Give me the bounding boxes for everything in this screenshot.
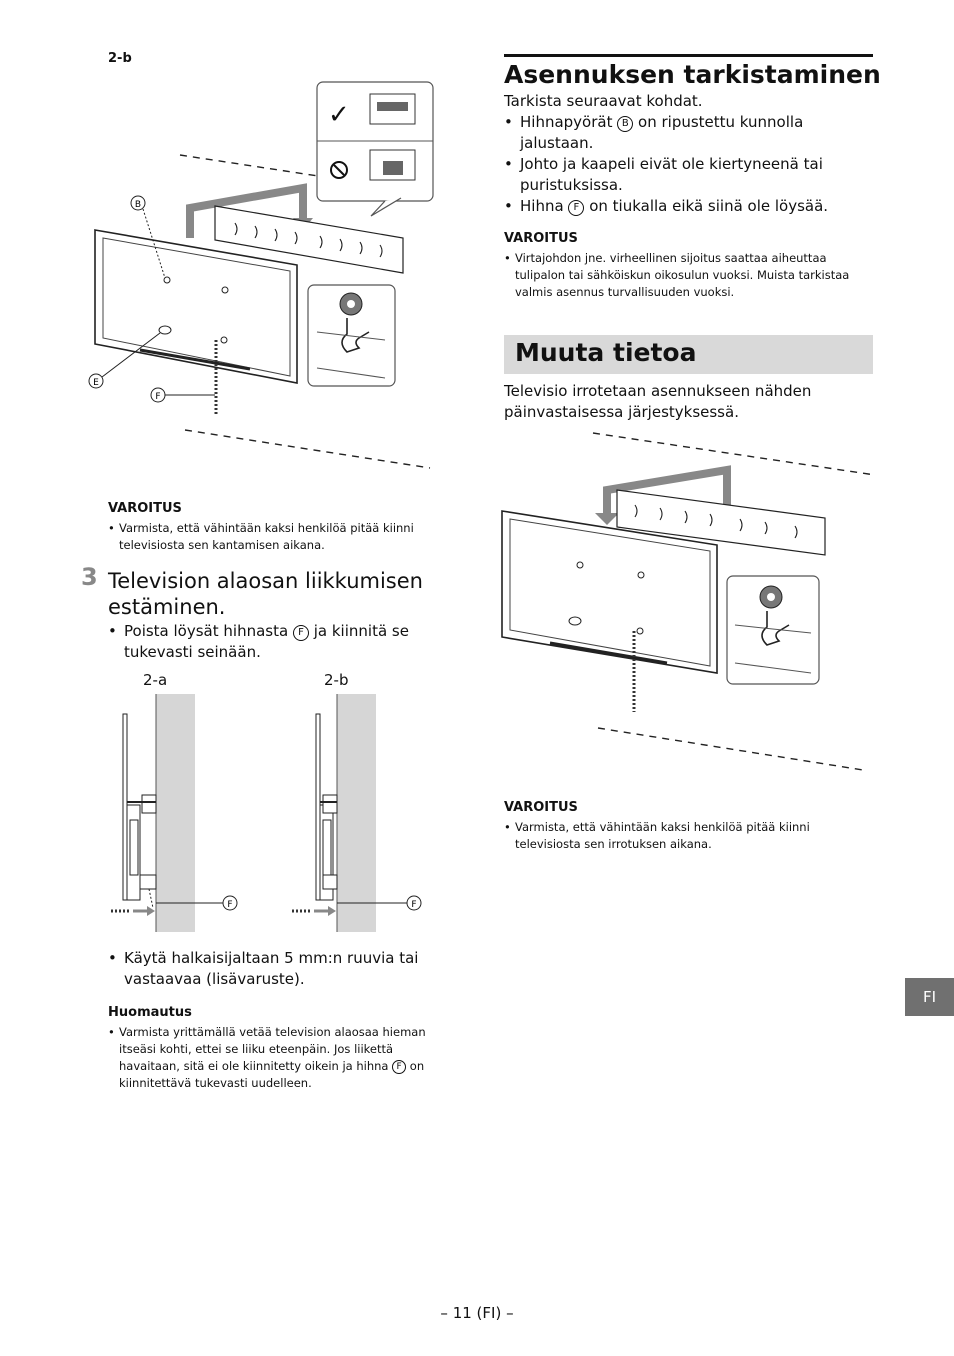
check-bullet-2: • Johto ja kaapeli eivät ole kiertyneenä tai puristuksissa.: [504, 155, 823, 194]
callout-f: F: [155, 392, 161, 402]
wall-side-view-illustration: [105, 690, 435, 935]
check-intro: Tarkista seuraavat kohdat.: [504, 92, 703, 110]
warning-text-3: • Varmista, että vähintään kaksi henkilöä pitää kiinni televisiosta sen irrotuksen aikana.: [504, 820, 810, 851]
wall-label-2a: 2-a: [143, 671, 168, 689]
tv-mounting-illustration: [85, 78, 445, 478]
check-bullet-1: • Hihnapyörät B on ripustettu kunnolla jalustaan.: [504, 113, 804, 152]
screw-bullet: • Käytä halkaisijaltaan 5 mm:n ruuvia tai vastaavaa (lisävaruste).: [108, 949, 419, 988]
callout-b-inline: B: [617, 116, 633, 132]
step-title: Television alaosan liikkumisen estäminen.: [108, 569, 423, 619]
check-bullet-3: • Hihna F on tiukalla eikä siinä ole löysää.: [504, 197, 829, 215]
note-title: Huomautus: [108, 1005, 192, 1020]
step3-bullet: • Poista löysät hihnasta F ja kiinnitä se tukevasti seinään.: [108, 622, 409, 661]
warning-text-1: • Varmista, että vähintään kaksi henkilöä pitää kiinni televisiosta sen kantamisen aikana.: [108, 521, 414, 552]
callout-f-inline: F: [293, 625, 309, 641]
tv-removal-illustration: [495, 425, 885, 775]
warning-title-3: VAROITUS: [504, 800, 578, 815]
page-number: – 11 (FI) –: [440, 1304, 514, 1322]
callout-b: B: [134, 200, 142, 210]
warning-title-2: VAROITUS: [504, 231, 578, 246]
section-rule: [504, 54, 873, 57]
svg-text:✓: ✓: [328, 100, 350, 130]
callout-e: E: [93, 378, 99, 388]
callout-f-2b: F: [411, 900, 417, 910]
other-text: Televisio irrotetaan asennukseen nähden päinvastaisessa järjestyksessä.: [504, 382, 812, 421]
callout-f-inline-2: F: [568, 200, 584, 216]
section-title-check: Asennuksen tarkistaminen: [504, 60, 881, 89]
section-title-other: Muuta tietoa: [515, 338, 697, 367]
figure-label-2b: 2-b: [108, 51, 132, 66]
warning-title-1: VAROITUS: [108, 501, 182, 516]
note-text: • Varmista yrittämällä vetää television alaosaa hieman itseäsi kohti, ettei se liiku eteenpäin. Jos liikettä havaitaan, sitä ei ole kiinnitetty oikein ja hihna F on kiinnitettävä tukevasti uudelleen.: [108, 1025, 426, 1090]
language-tab: FI: [905, 978, 954, 1016]
callout-f-2a: F: [227, 900, 233, 910]
warning-text-2: • Virtajohdon jne. virheellinen sijoitus saattaa aiheuttaa tulipalon tai sähköiskun oikosulun vuoksi. Muista tarkistaa valmis asennus turvallisuuden vuoksi.: [504, 251, 850, 299]
wall-label-2b: 2-b: [324, 671, 349, 689]
callout-f-note: F: [392, 1060, 406, 1074]
step-number: 3: [81, 563, 98, 591]
